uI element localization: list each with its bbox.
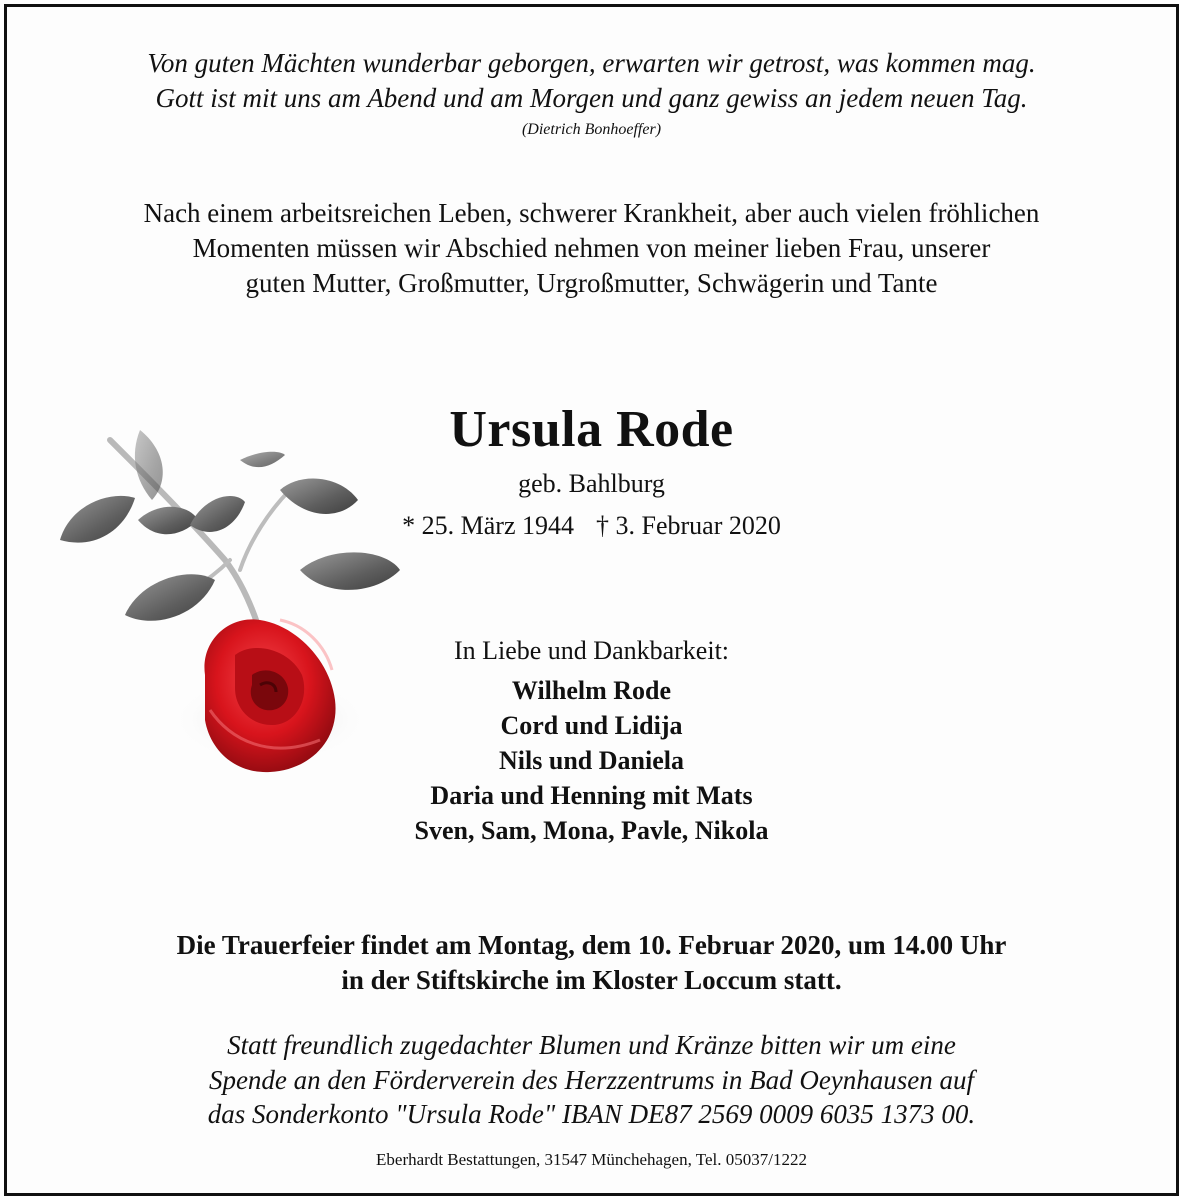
funeral-home-footer: Eberhardt Bestattungen, 31547 Münchehagen, Tel. 05037/1222 xyxy=(376,1150,807,1169)
donation-line-3: das Sonderkonto "Ursula Rode" IBAN DE87 2569 0009 6035 1373 00. xyxy=(207,1099,976,1129)
quote-line-2: Gott ist mit uns am Abend und am Morgen und ganz gewiss an jedem neuen Tag. xyxy=(155,83,1028,113)
intro-line-2: Momenten müssen wir Abschied nehmen von meiner lieben Frau, unserer xyxy=(192,233,991,263)
mourners-heading: In Liebe und Dankbarkeit: xyxy=(453,636,730,665)
mourner-name: Cord und Lidija xyxy=(500,711,683,740)
quote-line-1: Von guten Mächten wunderbar geborgen, erwarten wir getrost, was kommen mag. xyxy=(147,48,1036,78)
service-line-1: Die Trauerfeier findet am Montag, dem 10. Februar 2020, um 14.00 Uhr xyxy=(176,930,1007,960)
birth-date: * 25. März 1944 xyxy=(402,511,574,540)
birth-name: geb. Bahlburg xyxy=(518,469,665,498)
death-date: † 3. Februar 2020 xyxy=(596,511,781,540)
mourner-name: Wilhelm Rode xyxy=(511,676,672,705)
mourner-name: Daria und Henning mit Mats xyxy=(430,781,753,810)
donation-line-1: Statt freundlich zugedachter Blumen und Kränze bitten wir um eine xyxy=(227,1030,956,1060)
service-line-2: in der Stiftskirche im Kloster Loccum statt. xyxy=(341,965,842,995)
intro-line-1: Nach einem arbeitsreichen Leben, schwerer Krankheit, aber auch vielen fröhlichen xyxy=(143,198,1040,228)
intro-line-3: guten Mutter, Großmutter, Urgroßmutter, Schwägerin und Tante xyxy=(245,268,938,298)
mourner-name: Sven, Sam, Mona, Pavle, Nikola xyxy=(414,816,769,845)
donation-line-2: Spende an den Förderverein des Herzzentrums in Bad Oeynhausen auf xyxy=(208,1065,975,1095)
quote-attribution: (Dietrich Bonhoeffer) xyxy=(521,121,662,138)
mourner-name: Nils und Daniela xyxy=(499,746,684,775)
deceased-name: Ursula Rode xyxy=(449,401,734,458)
life-dates xyxy=(0,511,1183,541)
